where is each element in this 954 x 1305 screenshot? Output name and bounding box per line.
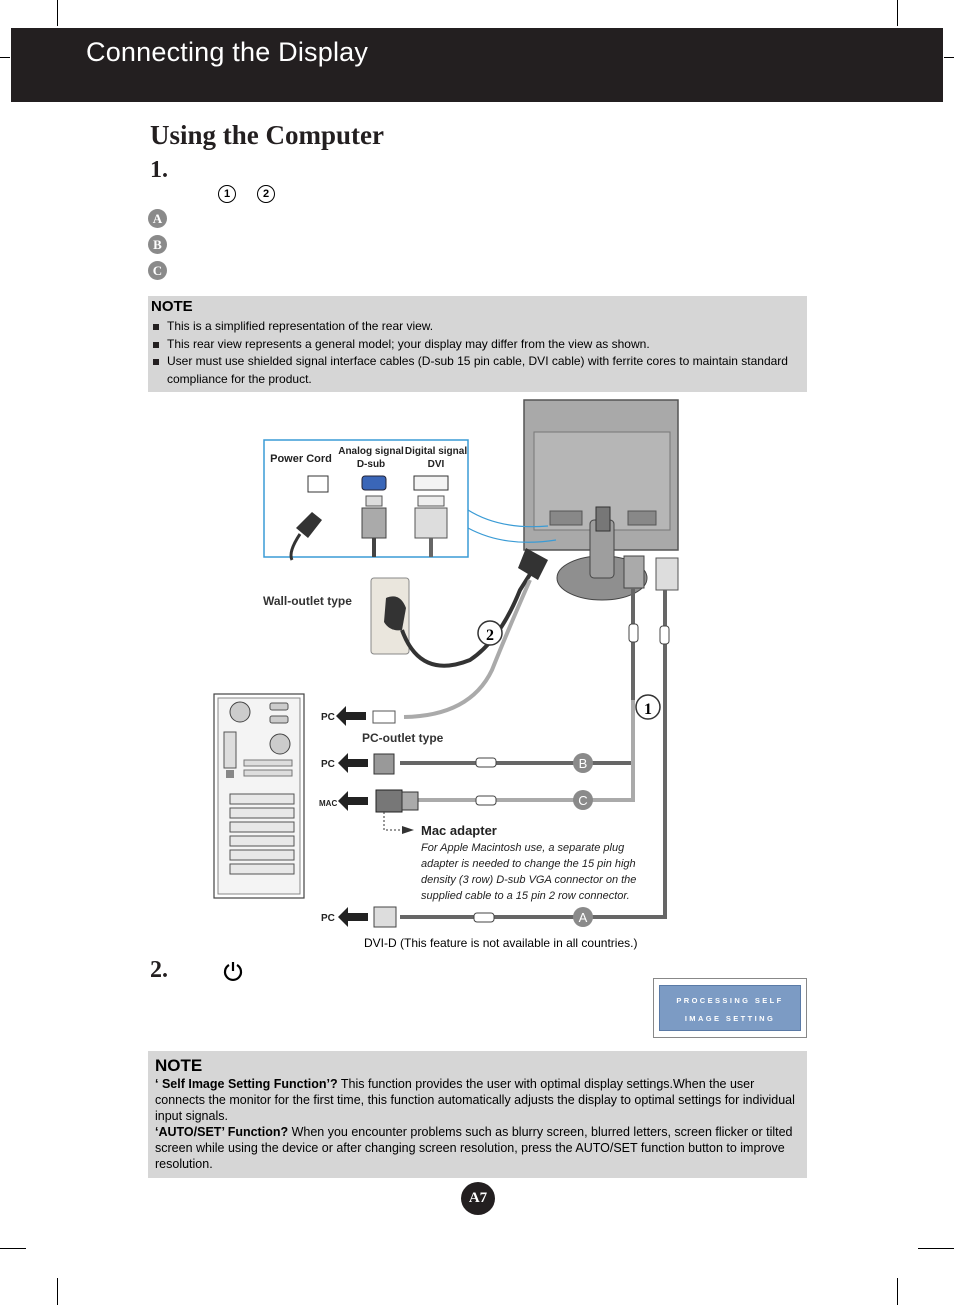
mac-adapter-text-line: density (3 row) D-sub VGA connector on the (421, 874, 637, 886)
dvi-port-icon (414, 476, 448, 490)
mac-adapter-icon (376, 790, 402, 812)
mac-adapter-title: Mac adapter (421, 823, 497, 838)
power-port-icon (308, 476, 328, 492)
power-cable-plug (518, 548, 548, 580)
page-number: A7 (461, 1182, 495, 1215)
mac-adapter-text-line: adapter is needed to change the 15 pin high (421, 858, 636, 870)
page-header-title: Connecting the Display (86, 37, 369, 67)
note-box (148, 1051, 807, 1178)
callout-c-text: C (578, 793, 588, 808)
dvi-plug-icon (415, 508, 447, 538)
note-title: NOTE (155, 1056, 203, 1075)
note-title: NOTE (151, 298, 193, 315)
note-item: This is a simplified representation of the rear view. (152, 318, 802, 336)
step-1-number: 1. (150, 157, 168, 183)
option-badge-c: C (148, 261, 167, 280)
dsub-port-icon (362, 476, 386, 490)
section-title: Using the Computer (150, 120, 384, 150)
pc-label: PC (321, 712, 335, 723)
auto-set-label: ‘AUTO/SET’ Function? (155, 1125, 289, 1139)
wall-outlet-label: Wall-outlet type (263, 594, 352, 608)
option-badge-b: B (148, 235, 167, 254)
mac-label: MAC (319, 799, 338, 808)
mac-adapter-text-line: For Apple Macintosh use, a separate plug (421, 842, 625, 854)
pc-label: PC (321, 759, 335, 770)
callout-a-text: A (578, 910, 588, 925)
callout-b-text: B (578, 756, 588, 771)
self-image-text: This function provides the user with optimal display settings.When the user connects the monitor for the first time, this function automatically adjusts the display to optimal settings for individual input signals. (155, 1077, 795, 1123)
monitor-stand-hinge (596, 507, 610, 531)
pc-label: PC (321, 913, 335, 924)
analog-signal-label: Analog signal (338, 446, 404, 457)
circled-number-2: 2 (257, 185, 275, 203)
mac-adapter-text-line: supplied cable to a 15 pin 2 row connector. (421, 890, 630, 902)
dvi-cable-plug (656, 558, 678, 590)
dsub-pc-connector (374, 754, 394, 774)
step-2-number: 2. (150, 957, 168, 983)
dvi-caption: DVI-D (This feature is not available in all countries.) (364, 936, 638, 950)
option-badge-a: A (148, 209, 167, 228)
self-image-label: ‘ Self Image Setting Function’? (155, 1077, 338, 1091)
digital-signal-label: Digital signal (404, 446, 468, 457)
arrow-left-icon (336, 706, 366, 726)
callout-2-text: 2 (486, 627, 494, 644)
osd-line: IMAGE SETTING (684, 1014, 776, 1023)
note-item: This rear view represents a general model; your display may differ from the view as shown. (152, 336, 802, 354)
note-body (155, 1076, 800, 1172)
dsub-label: D-sub (356, 459, 386, 470)
power-cord-label: Power Cord (270, 453, 332, 465)
auto-set-text: When you encounter problems such as blurry screen, blurred letters, screen flicker or tilted screen while using the device or after changing screen resolution, press the AUTO/SET function button to improve resolution. (155, 1125, 793, 1171)
osd-message-box (653, 978, 807, 1038)
note-item: User must use shielded signal interface cables (D-sub 15 pin cable, DVI cable) with ferrite cores to maintain standard compliance for the product. (152, 353, 802, 388)
pc-outlet-label: PC-outlet type (362, 731, 444, 745)
osd-panel (659, 985, 801, 1031)
pc-outlet-cable (404, 580, 530, 717)
dvi-pc-connector (374, 907, 396, 927)
arrow-left-icon (338, 753, 368, 773)
dvi-label: DVI (427, 459, 445, 470)
osd-line: PROCESSING SELF (676, 996, 784, 1005)
circled-number-1: 1 (218, 185, 236, 203)
arrow-left-icon (338, 907, 368, 927)
callout-1-text: 1 (644, 701, 652, 718)
arrow-left-icon (338, 791, 368, 811)
monitor-port (550, 511, 582, 525)
dsub-cable-plug (624, 556, 644, 588)
dsub-plug-icon (362, 508, 386, 538)
monitor-port (628, 511, 656, 525)
power-icon (222, 960, 244, 982)
